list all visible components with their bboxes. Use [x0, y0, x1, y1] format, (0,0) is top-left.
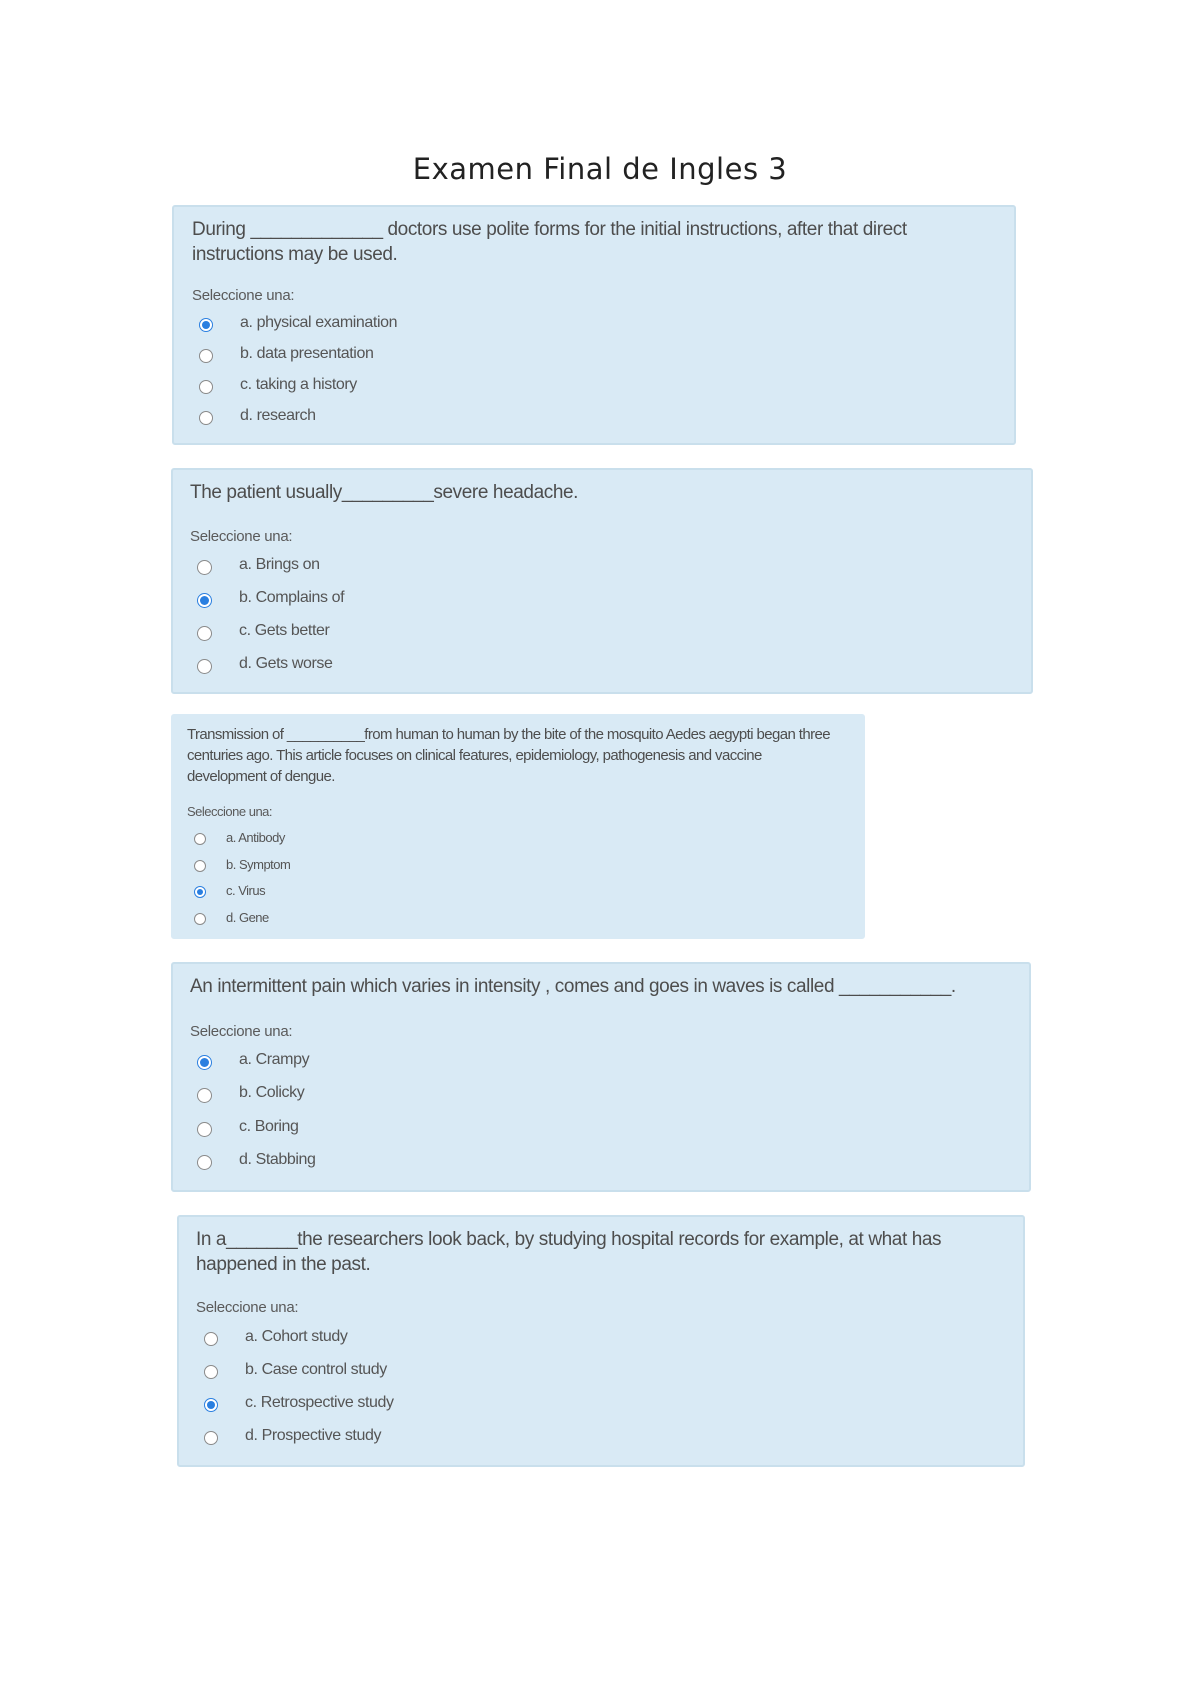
option-label: d. Gene [226, 910, 269, 925]
option-label: d. Gets worse [239, 655, 333, 672]
radio-button[interactable] [197, 1088, 212, 1103]
option-label: b. Case control study [245, 1361, 387, 1378]
radio-button[interactable] [199, 380, 213, 394]
option-label: d. Prospective study [245, 1427, 382, 1444]
radio-button[interactable] [204, 1332, 218, 1346]
question-text: In a_______the researchers look back, by studying hospital records for example, at what has happened in the past. [196, 1229, 942, 1275]
option-label: b. data presentation [240, 345, 374, 362]
option-label: d. Stabbing [239, 1151, 316, 1168]
option-label: c. Boring [239, 1118, 299, 1135]
option-label: c. taking a history [240, 376, 357, 393]
radio-button[interactable] [197, 1155, 212, 1170]
question-card-3 [171, 714, 865, 939]
select-prompt: Seleccione una: [192, 287, 295, 304]
radio-button[interactable] [204, 1431, 218, 1445]
option-label: c. Retrospective study [245, 1394, 394, 1411]
question-card-1 [172, 205, 1016, 445]
radio-button-selected[interactable] [197, 1055, 212, 1070]
question-card-5 [177, 1215, 1025, 1467]
radio-button[interactable] [194, 860, 206, 872]
radio-button[interactable] [197, 659, 212, 674]
radio-button[interactable] [197, 1122, 212, 1137]
question-card-2 [171, 468, 1033, 694]
select-prompt: Seleccione una: [187, 804, 273, 819]
question-text: During _____________ doctors use polite forms for the initial instructions, after that direct instructions may be used. [192, 219, 907, 265]
select-prompt: Seleccione una: [190, 528, 293, 545]
option-label: c. Gets better [239, 622, 330, 639]
option-label: b. Symptom [226, 857, 291, 872]
option-label: a. physical examination [240, 314, 398, 331]
radio-button-selected[interactable] [199, 318, 213, 332]
option-label: b. Colicky [239, 1084, 305, 1101]
radio-button[interactable] [199, 349, 213, 363]
radio-button-selected[interactable] [204, 1398, 218, 1412]
radio-button[interactable] [194, 833, 206, 845]
radio-button-selected[interactable] [194, 886, 206, 898]
option-label: a. Cohort study [245, 1328, 348, 1345]
question-card-4 [171, 962, 1031, 1192]
question-text: The patient usually_________severe headache. [190, 482, 579, 503]
radio-button[interactable] [204, 1365, 218, 1379]
option-label: a. Brings on [239, 556, 320, 573]
radio-button[interactable] [194, 913, 206, 925]
radio-button[interactable] [197, 560, 212, 575]
select-prompt: Seleccione una: [196, 1299, 299, 1316]
option-label: b. Complains of [239, 589, 345, 606]
select-prompt: Seleccione una: [190, 1023, 293, 1040]
option-label: a. Antibody [226, 830, 285, 845]
radio-button[interactable] [199, 411, 213, 425]
option-label: c. Virus [226, 883, 266, 898]
radio-button-selected[interactable] [197, 593, 212, 608]
radio-button[interactable] [197, 626, 212, 641]
option-label: a. Crampy [239, 1051, 310, 1068]
question-text: Transmission of __________from human to human by the bite of the mosquito Aedes aegypti began three centuries ago. This article focuses on clinical features, epidemiology, pathogenesis and vaccine development of dengue. [187, 726, 830, 785]
option-label: d. research [240, 407, 316, 424]
page-title: Examen Final de Ingles 3 [412, 152, 788, 186]
question-text: An intermittent pain which varies in intensity , comes and goes in waves is called ___________. [190, 976, 956, 997]
